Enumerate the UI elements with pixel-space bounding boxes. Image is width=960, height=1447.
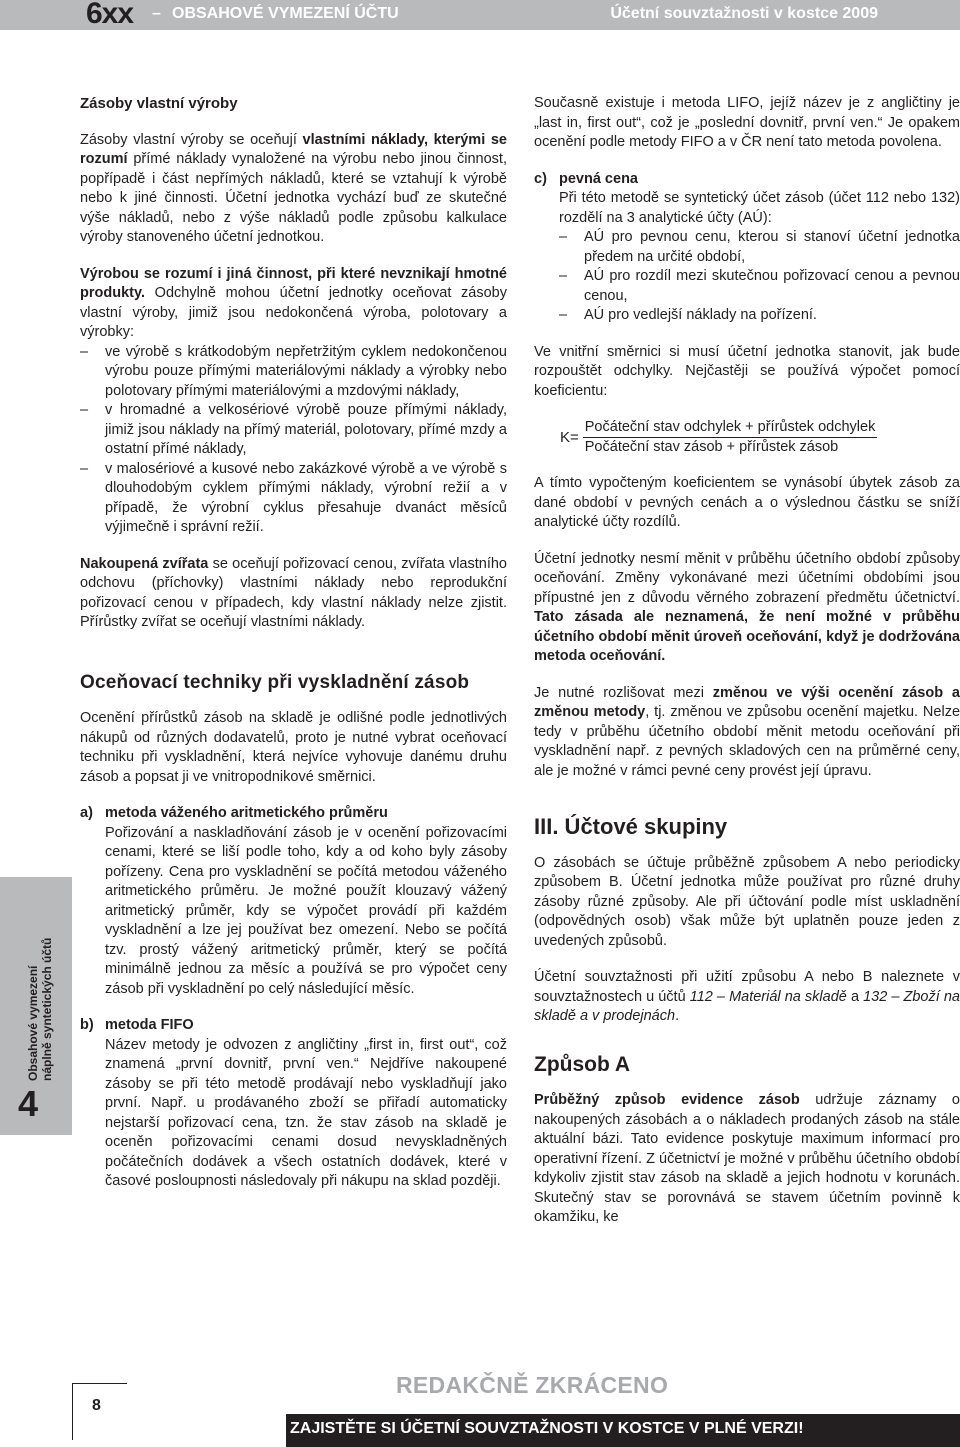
right-column — [534, 94, 960, 1228]
method-a — [80, 804, 507, 999]
formula-denominator: Počáteční stav zásob + přírůstek zásob — [584, 439, 839, 455]
formula-numerator: Počáteční stav odchylek + přírůstek odchylek — [583, 418, 878, 438]
list-item: – AÚ pro pevnou cenu, kterou si stanoví účetní jednotka předem na určité období, — [559, 228, 960, 267]
method-a-title: metoda váženého aritmetického průměru — [105, 805, 388, 821]
heading-account-groups: III. Účtové skupiny — [534, 814, 728, 839]
chapter-tab — [0, 877, 72, 1135]
coefficient-formula — [560, 418, 960, 457]
method-b-text: Název metody je odvozen z angličtiny „first in, first out“, což znamená „první dovnitř, první ven.“ Nejdříve nakoupené zásoby se při této metodě prodávají nebo vyskladňují jako první. Např. u prodávaného zboží se přiřadí automaticky nejstarší pořizovací cena, tzn. že stav zásob na skladě je oceněn pořizovacími cenami dosud nevyskladněných počátečních dodávek a všech ostatních dodávek, které v časové posloupnosti následovaly při nákupu na sklad později. — [105, 1036, 507, 1189]
method-c-title: pevná cena — [559, 170, 638, 187]
list-item: – AÚ pro rozdíl mezi skutečnou pořizovací cenou a pevnou cenou, — [559, 267, 960, 306]
paragraph-coefficient-intro: Ve vnitřní směrnici si musí účetní jednotka stanovit, jak bude rozpouštět odchylky. Nejčastěji se používá výpočet pomocí koeficientu: — [534, 343, 960, 399]
chapter-title — [26, 938, 54, 1081]
paragraph-lifo: Současně existuje i metoda LIFO, jejíž název je z angličtiny je „last in, first out“, což je „poslední dovnitř, první ven.“ Je opakem ocenění podle metody FIFO a v ČR není tato metoda povolena. — [534, 95, 960, 150]
method-a-marker: a) — [80, 805, 93, 821]
formula-k: K= — [560, 428, 579, 446]
full-version-text: ZAJISTĚTE SI ÚČETNÍ SOUVZTAŽNOSTI V KOSTCE V PLNÉ VERZI! — [290, 1420, 804, 1437]
list-item: – v malosériové a kusové nebo zakázkové výrobě a ve výrobě s dlouhodobým cyklem přímými náklady, výrobní režií a v případě, že výrobní cyklus přesahuje dvanáct měsíců výjimečně i správní režií. — [80, 460, 507, 538]
production-list — [80, 343, 507, 538]
chapter-title-line2: náplně syntetických účtů — [40, 937, 54, 1081]
paragraph-animals: Nakoupená zvířata se oceňují pořizovací cenou, zvířata vlastního odchovu (příchovky) vlastními náklady nebo reprodukční pořizovací cenou v případech, kdy vlastní náklady nelze zjistit. Přírůstky zvířat se oceňují vlastními náklady. — [80, 555, 507, 630]
heading-method-a: Způsob A — [534, 1052, 631, 1076]
page-number: 8 — [92, 1397, 101, 1414]
full-version-banner — [286, 1414, 960, 1447]
list-item: – AÚ pro vedlejší náklady na pořízení. — [559, 306, 960, 326]
left-column — [80, 94, 507, 1192]
paragraph-account-groups: O zásobách se účtuje průběžně způsobem A nebo periodicky způsobem B. Účetní jednotka může používat pro různé druhy zásoby různé způsoby. Ale při účtování podle míst uskladnění (odpovědných osob) však může být uplatněn pouze jeden z uvedených způsobů. — [534, 854, 960, 949]
chapter-number: 4 — [18, 1083, 39, 1124]
paragraph-method-distinction: Je nutné rozlišovat mezi změnou ve výši ocenění zásob a změnou metody, tj. změnou ve způsobu ocenění majetku. Nelze tedy v průběhu účetního období měnit metodu oceňování při vyskladnění např. z pevných skladových cen na průměrné ceny, ale je možné v rámci pevné ceny provést její úpravu. — [534, 684, 960, 779]
method-c — [534, 170, 960, 326]
paragraph-correspondence: Účetní souvztažnosti při užití způsobu A nebo B naleznete v souvztažnostech u účtů 112 – Materiál na skladě a 132 – Zboží na skladě a v prodejnách. — [534, 969, 960, 1024]
paragraph-own-production: Zásoby vlastní výroby se oceňují vlastními náklady, kterými se rozumí přímé náklady vynaložené na výrobu nebo jinou činnost, popřípadě i část nepřímých nákladů, které se vztahují k výrobě nebo k jiné činnosti. Účetní jednotka vychází buď ze skutečné výše nákladů, nebo z výše nákladů podle způsobu kalkulace výroby stanoveného účetní jednotkou. — [80, 131, 507, 245]
method-b-marker: b) — [80, 1017, 94, 1033]
method-c-text: Při této metodě se syntetický účet zásob (účet 112 nebo 132) rozdělí na 3 analytické účty (AÚ): — [559, 190, 960, 226]
abridged-notice: REDAKČNĚ ZKRÁCENO — [396, 1372, 669, 1398]
method-c-marker: c) — [534, 170, 547, 187]
paragraph-valuation-change: Účetní jednotky nesmí měnit v průběhu účetního období způsoby oceňování. Změny vykonávané mezi účetními obdobími jsou přípustné jen z důvodu věrného zobrazení předmětu účetnictví. Tato zásada ale neznamená, že není možné v průběhu účetního období měnit úroveň oceňování, když je dodržována metoda oceňování. — [534, 550, 960, 664]
formula-fraction — [583, 418, 878, 457]
header-title: OBSAHOVÉ VYMEZENÍ ÚČTU — [172, 5, 399, 22]
method-b — [80, 1016, 507, 1192]
paragraph-coefficient-use: A tímto vypočteným koeficientem se vynásobí úbytek zásob za dané období v pevných cenách a o výslednou částku se sníží analytické účty rozdílů. — [534, 475, 960, 530]
header-publication: Účetní souvztažnosti v kostce 2009 — [610, 5, 878, 22]
page-header — [0, 0, 960, 30]
list-item: – v hromadné a velkosériové výrobě pouze přímými náklady, jimiž jsou náklady na přímý materiál, polotovary, přímé mzdy a ostatní přímé náklady, — [80, 401, 507, 460]
paragraph-valuation-intro: Ocenění přírůstků zásob na skladě je odlišné podle jednotlivých nákupů od různých dodavatelů, proto je nutné vybrat oceňovací techniku při vyskladnění, která nejvíce vyhovuje danému druhu zásob a popsat ji ve vnitropodnikové směrnici. — [80, 710, 507, 785]
list-item: – ve výrobě s krátkodobým nepřetržitým cyklem nedokončenou výrobu pouze přímými materiálovými náklady a výrobky nebo polotovary přímými materiálovými a mzdovými náklady, — [80, 343, 507, 402]
header-number: 6xx — [86, 0, 134, 30]
method-b-title: metoda FIFO — [105, 1017, 194, 1033]
header-dash: – — [152, 5, 161, 22]
paragraph-continuous-evidence: Průběžný způsob evidence zásob udržuje záznamy o nakoupených zásobách a o nákladech prodaných zásob na stále aktuální bázi. Tato evidence poskytuje maximum informací pro operativní řízení. Z účetnictví je možné v průběhu účetního období kdykoliv zjistit stav zásob na skladě a jejich hodnotu v korunách. Skutečný stav se porovnává se stavem účetním povinně k okamžiku, ke — [534, 1092, 960, 1225]
heading-valuation-techniques: Oceňovací techniky při vyskladnění zásob — [80, 671, 470, 693]
chapter-title-line1: Obsahové vymezení — [26, 965, 40, 1081]
paragraph-production-definition: Výrobou se rozumí i jiná činnost, při které nevznikají hmotné produkty. Odchylně mohou účetní jednotky oceňovat zásoby vlastní výroby, jimiž jsou nedokončená výroba, polotovary a výrobky: — [80, 265, 507, 340]
method-a-text: Pořizování a naskladňování zásob je v ocenění pořizovacími cenami, které se liší podle toho, kdy a od koho byly zásoby pořízeny. Cena pro vyskladnění se počítá metodou váženého aritmetického průměru. Je možné použít klouzavý vážený aritmetický průměr, kdy se výpočet provádí při každém vyskladnění a lze jej používat bez omezení. Nebo se počítá tzv. prostý vážený aritmetický průměr, který se počítá minimálně jednou za měsíc a používá se pro výpočet ceny zásob při vyskladnění po celý následující měsíc. — [105, 824, 507, 997]
analytic-accounts-list — [559, 228, 960, 326]
heading-own-production: Zásoby vlastní výroby — [80, 95, 238, 112]
